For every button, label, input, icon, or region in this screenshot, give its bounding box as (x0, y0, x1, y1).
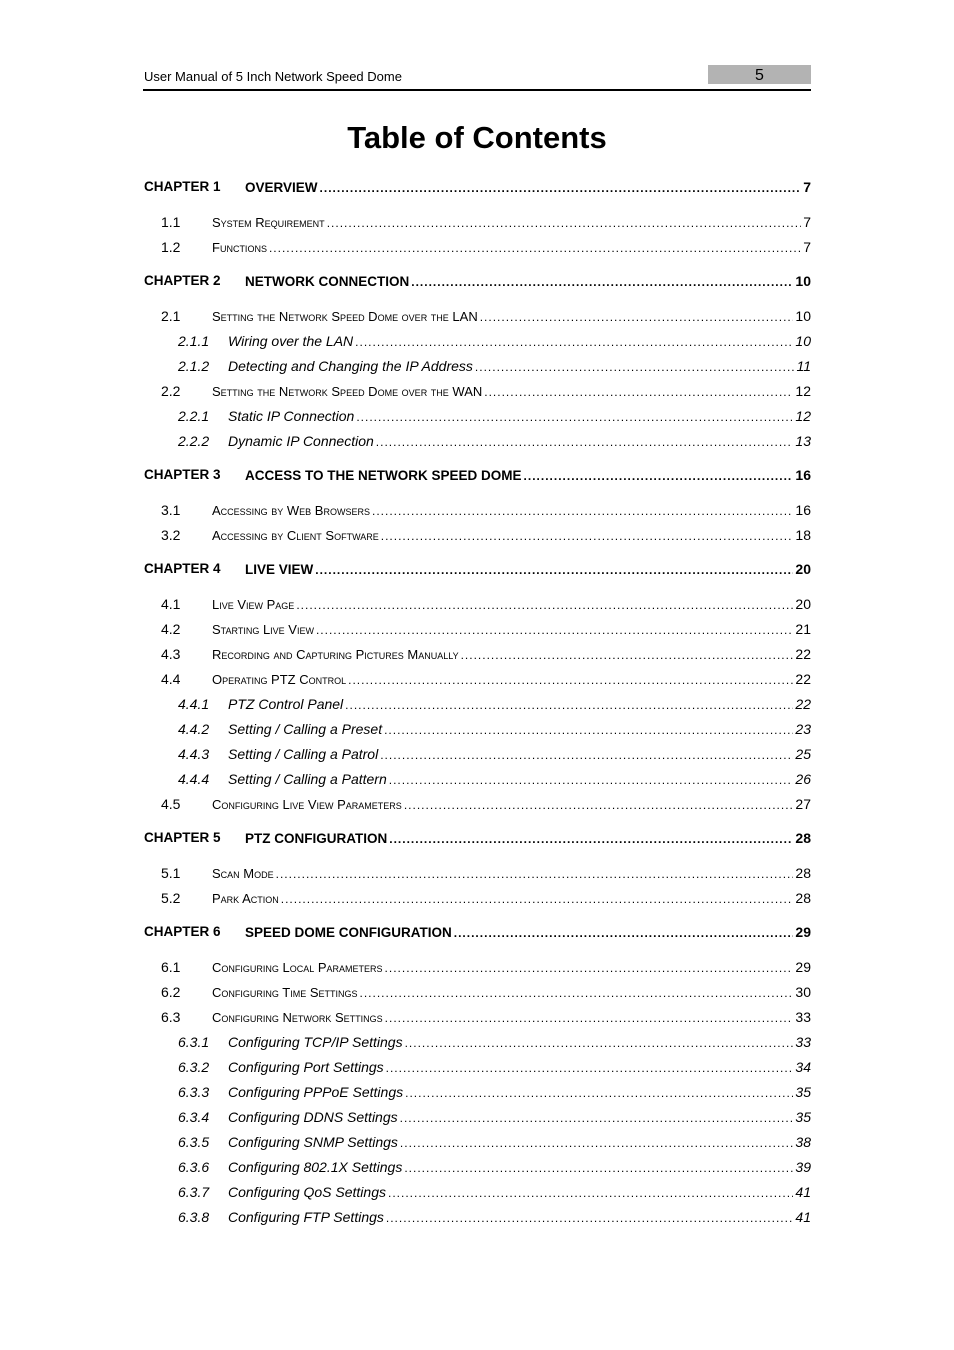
toc-entry-title: Scan Mode (212, 866, 274, 881)
dot-leader (380, 744, 793, 766)
toc-entry[interactable] (0, 668, 954, 690)
toc-entry-title: Functions (212, 240, 267, 255)
toc-entry-title: Configuring Local Parameters (212, 960, 383, 975)
dot-leader (385, 957, 794, 979)
toc-entry-line (212, 862, 811, 885)
toc-entry-number: CHAPTER 4 (144, 561, 221, 576)
dot-leader (315, 559, 793, 581)
toc-entry-number: 3.2 (161, 527, 181, 543)
toc-entry-line (212, 981, 811, 1004)
toc-entry-number: 6.3.5 (178, 1134, 210, 1150)
toc-entry-line (228, 405, 811, 428)
toc-entry-title: Static IP Connection (228, 408, 355, 424)
toc-entry-page: 7 (803, 239, 811, 255)
dot-leader (384, 719, 793, 741)
toc-entry[interactable] (0, 1031, 954, 1053)
dot-leader (372, 500, 793, 522)
toc-entry-number: 2.2 (161, 383, 181, 399)
toc-entry[interactable] (0, 380, 954, 402)
toc-entry-number: 4.5 (161, 796, 181, 812)
toc-entry-page: 18 (795, 527, 811, 543)
toc-entry-number: CHAPTER 1 (144, 179, 221, 194)
toc-entry-page: 7 (803, 179, 811, 195)
toc-entry-line (212, 305, 811, 328)
toc-entry-line (245, 827, 811, 850)
dot-leader (296, 594, 793, 616)
toc-entry-line (212, 593, 811, 616)
toc-entry-title: Setting the Network Speed Dome over the LAN (212, 309, 478, 324)
toc-entry-page: 34 (795, 1059, 811, 1075)
toc-entry-page: 28 (795, 890, 811, 906)
toc-entry-page: 10 (795, 273, 811, 289)
toc-entry-page: 41 (795, 1209, 811, 1225)
toc-entry-line (212, 499, 811, 522)
toc-entry-page: 12 (795, 408, 811, 424)
toc-entry-line (228, 768, 811, 791)
toc-entry[interactable] (0, 405, 954, 427)
toc-entry-number: 4.2 (161, 621, 181, 637)
toc-entry-title: Operating PTZ Control (212, 672, 347, 687)
toc-entry-number: 4.4.3 (178, 746, 210, 762)
dot-leader (356, 406, 793, 428)
toc-entry-page: 13 (795, 433, 811, 449)
toc-entry[interactable] (0, 827, 954, 849)
toc-entry-page: 25 (795, 746, 811, 762)
toc-entry-title: Wiring over the LAN (228, 333, 354, 349)
toc-entry-number: 2.1.1 (178, 333, 210, 349)
toc-entry-title: Starting Live View (212, 622, 314, 637)
toc-entry-page: 22 (795, 671, 811, 687)
toc-entry-number: 6.2 (161, 984, 181, 1000)
toc-entry-page: 30 (795, 984, 811, 1000)
toc-entry-number: 6.3.1 (178, 1034, 210, 1050)
toc-entry[interactable] (0, 176, 954, 198)
toc-entry-title: Setting / Calling a Pattern (228, 771, 387, 787)
toc-entry[interactable] (0, 1156, 954, 1178)
toc-entry-page: 10 (795, 333, 811, 349)
toc-entry-number: 4.3 (161, 646, 181, 662)
toc-entry[interactable] (0, 499, 954, 521)
toc-entry-line (228, 693, 811, 716)
toc-entry-number: 2.2.1 (178, 408, 210, 424)
dot-leader (461, 644, 794, 666)
toc-entry-line (228, 1181, 811, 1204)
toc-entry-number: 4.4.4 (178, 771, 210, 787)
toc-entry-title: Setting / Calling a Preset (228, 721, 383, 737)
toc-entry-title: Configuring Time Settings (212, 985, 358, 1000)
toc-entry-line (228, 1031, 811, 1054)
toc-entry-number: 1.1 (161, 214, 181, 230)
toc-entry-title: Configuring 802.1X Settings (228, 1159, 403, 1175)
dot-leader (385, 1007, 794, 1029)
toc-entry-page: 35 (795, 1109, 811, 1125)
toc-entry-line (212, 668, 811, 691)
toc-entry-page: 7 (803, 214, 811, 230)
toc-entry[interactable] (0, 558, 954, 580)
toc-entry-page: 39 (795, 1159, 811, 1175)
toc-entry-line (228, 1206, 811, 1229)
toc-entry-title: Dynamic IP Connection (228, 433, 374, 449)
toc-entry-number: 5.1 (161, 865, 181, 881)
toc-entry-title: Configuring PPPoE Settings (228, 1084, 404, 1100)
toc-entry[interactable] (0, 956, 954, 978)
toc-entry-line (228, 330, 811, 353)
toc-entry-line (228, 430, 811, 453)
toc-entry[interactable] (0, 330, 954, 352)
toc-entry-title: Configuring Network Settings (212, 1010, 383, 1025)
toc-entry-page: 33 (795, 1009, 811, 1025)
toc-entry-page: 29 (795, 924, 811, 940)
dot-leader (360, 982, 794, 1004)
toc-entry-number: 6.3 (161, 1009, 181, 1025)
toc-entry-title: Detecting and Changing the IP Address (228, 358, 473, 374)
toc-entry-page: 26 (795, 771, 811, 787)
toc-entry-title: OVERVIEW (245, 180, 318, 195)
toc-entry-line (228, 1081, 811, 1104)
dot-leader (355, 331, 793, 353)
toc-entry-page: 22 (795, 696, 811, 712)
toc-entry[interactable] (0, 1006, 954, 1028)
toc-entry[interactable] (0, 1206, 954, 1228)
dot-leader (345, 694, 793, 716)
toc-entry-number: 4.4.1 (178, 696, 210, 712)
toc-entry-line (228, 1106, 811, 1129)
toc-entry[interactable] (0, 1106, 954, 1128)
toc-entry[interactable] (0, 270, 954, 292)
dot-leader (480, 306, 794, 328)
toc-entry-number: 6.3.2 (178, 1059, 210, 1075)
toc-entry-number: CHAPTER 3 (144, 467, 221, 482)
toc-entry-title: Accessing by Client Software (212, 528, 379, 543)
toc-entry[interactable] (0, 1081, 954, 1103)
toc-entry-number: CHAPTER 5 (144, 830, 221, 845)
dot-leader (389, 769, 794, 791)
dot-leader (386, 1207, 794, 1229)
toc-entry-line (228, 718, 811, 741)
toc-entry-title: Live View Page (212, 597, 295, 612)
toc-entry-number: 6.3.8 (178, 1209, 210, 1225)
toc-entry[interactable] (0, 430, 954, 452)
toc-entry-line (228, 1056, 811, 1079)
toc-entry-line (245, 176, 811, 199)
toc-entry-title: Configuring Port Settings (228, 1059, 384, 1075)
toc-entry-number: 4.1 (161, 596, 181, 612)
dot-leader (327, 212, 802, 234)
toc-entry-title: System Requirement (212, 215, 325, 230)
toc-entry-line (212, 887, 811, 910)
toc-entry-page: 41 (795, 1184, 811, 1200)
toc-entry-title: SPEED DOME CONFIGURATION (245, 925, 452, 940)
toc-entry-number: 6.3.3 (178, 1084, 210, 1100)
toc-entry[interactable] (0, 643, 954, 665)
dot-leader (400, 1107, 794, 1129)
dot-leader (475, 356, 795, 378)
toc-entry-title: PTZ Control Panel (228, 696, 344, 712)
toc-entry[interactable] (0, 211, 954, 233)
dot-leader (269, 237, 801, 259)
toc-entry[interactable] (0, 618, 954, 640)
toc-entry-line (212, 956, 811, 979)
toc-entry-title: Configuring FTP Settings (228, 1209, 384, 1225)
toc-entry-number: CHAPTER 6 (144, 924, 221, 939)
page-number: 5 (708, 65, 811, 84)
toc-entry-title: ACCESS TO THE NETWORK SPEED DOME (245, 468, 522, 483)
dot-leader (400, 1132, 794, 1154)
dot-leader (389, 828, 793, 850)
toc-entry-title: Configuring SNMP Settings (228, 1134, 398, 1150)
toc-entry-line (212, 211, 811, 234)
toc-entry-line (245, 270, 811, 293)
toc-entry-number: 2.1 (161, 308, 181, 324)
toc-entry[interactable] (0, 718, 954, 740)
toc-entry-line (228, 1131, 811, 1154)
toc-entry-title: NETWORK CONNECTION (245, 274, 410, 289)
dot-leader (454, 922, 794, 944)
toc-entry[interactable] (0, 236, 954, 258)
dot-leader (524, 465, 794, 487)
dot-leader (348, 669, 793, 691)
toc-entry-title: Configuring QoS Settings (228, 1184, 386, 1200)
toc-entry-title: PTZ CONFIGURATION (245, 831, 388, 846)
toc-entry-line (228, 355, 811, 378)
dot-leader (386, 1057, 794, 1079)
toc-entry[interactable] (0, 1181, 954, 1203)
toc-entry-title: Park Action (212, 891, 279, 906)
toc-entry-page: 16 (795, 502, 811, 518)
toc-entry-page: 12 (795, 383, 811, 399)
toc-entry[interactable] (0, 693, 954, 715)
toc-entry-line (228, 1156, 811, 1179)
toc-entry[interactable] (0, 593, 954, 615)
dot-leader (316, 619, 793, 641)
dot-leader (388, 1182, 793, 1204)
toc-entry[interactable] (0, 1056, 954, 1078)
dot-leader (404, 794, 794, 816)
toc-entry-page: 28 (795, 830, 811, 846)
toc-entry-title: Configuring Live View Parameters (212, 797, 402, 812)
toc-entry-number: 1.2 (161, 239, 181, 255)
toc-entry-number: 2.1.2 (178, 358, 210, 374)
toc-entry[interactable] (0, 305, 954, 327)
toc-entry-number: 6.3.4 (178, 1109, 210, 1125)
toc-entry[interactable] (0, 921, 954, 943)
toc-entry-page: 38 (795, 1134, 811, 1150)
toc-entry-line (212, 793, 811, 816)
toc-entry-title: Configuring DDNS Settings (228, 1109, 398, 1125)
toc-entry[interactable] (0, 464, 954, 486)
toc-entry-page: 23 (795, 721, 811, 737)
dot-leader (411, 271, 793, 293)
toc-entry[interactable] (0, 887, 954, 909)
document-title: Table of Contents (347, 120, 607, 155)
toc-entry-number: 4.4.2 (178, 721, 210, 737)
toc-entry[interactable] (0, 1131, 954, 1153)
toc-entry[interactable] (0, 862, 954, 884)
manual-title: User Manual of 5 Inch Network Speed Dome (144, 69, 402, 84)
toc-entry-page: 20 (795, 596, 811, 612)
toc-entry-page: 29 (795, 959, 811, 975)
toc-entry[interactable] (0, 743, 954, 765)
toc-entry-number: 4.4 (161, 671, 181, 687)
toc-entry-line (245, 464, 811, 487)
toc-entry-line (212, 618, 811, 641)
toc-entry-line (228, 743, 811, 766)
toc-entry-line (245, 558, 811, 581)
dot-leader (405, 1082, 793, 1104)
toc-entry-title: LIVE VIEW (245, 562, 314, 577)
dot-leader (320, 177, 802, 199)
toc-entry-title: Recording and Capturing Pictures Manually (212, 647, 459, 662)
toc-entry-title: Configuring TCP/IP Settings (228, 1034, 403, 1050)
toc-entry-line (212, 1006, 811, 1029)
toc-entry-line (245, 921, 811, 944)
toc-entry-title: Setting the Network Speed Dome over the WAN (212, 384, 483, 399)
toc-entry-page: 35 (795, 1084, 811, 1100)
toc-entry[interactable] (0, 793, 954, 815)
toc-entry-number: 5.2 (161, 890, 181, 906)
dot-leader (276, 863, 794, 885)
toc-entry-number: 3.1 (161, 502, 181, 518)
dot-leader (404, 1157, 793, 1179)
toc-entry-page: 22 (795, 646, 811, 662)
toc-entry-title: Accessing by Web Browsers (212, 503, 370, 518)
dot-leader (376, 431, 794, 453)
toc-entry-line (212, 643, 811, 666)
dot-leader (405, 1032, 794, 1054)
toc-entry-number: 6.3.7 (178, 1184, 210, 1200)
toc-entry-number: CHAPTER 2 (144, 273, 221, 288)
toc-entry-page: 10 (795, 308, 811, 324)
dot-leader (484, 381, 793, 403)
toc-entry-number: 6.1 (161, 959, 181, 975)
dot-leader (281, 888, 794, 910)
toc-entry[interactable] (0, 768, 954, 790)
toc-entry-line (212, 380, 811, 403)
toc-entry-number: 2.2.2 (178, 433, 210, 449)
toc-entry-line (212, 236, 811, 259)
toc-entry-page: 16 (795, 467, 811, 483)
toc-entry[interactable] (0, 981, 954, 1003)
toc-entry-number: 6.3.6 (178, 1159, 210, 1175)
toc-entry[interactable] (0, 355, 954, 377)
toc-entry-title: Setting / Calling a Patrol (228, 746, 379, 762)
toc-entry-line (212, 524, 811, 547)
dot-leader (381, 525, 794, 547)
toc-entry-page: 28 (795, 865, 811, 881)
toc-entry[interactable] (0, 524, 954, 546)
toc-entry-page: 20 (795, 561, 811, 577)
toc-entry-page: 27 (795, 796, 811, 812)
toc-entry-page: 33 (795, 1034, 811, 1050)
toc-entry-page: 11 (796, 358, 811, 374)
toc-entry-page: 21 (795, 621, 811, 637)
